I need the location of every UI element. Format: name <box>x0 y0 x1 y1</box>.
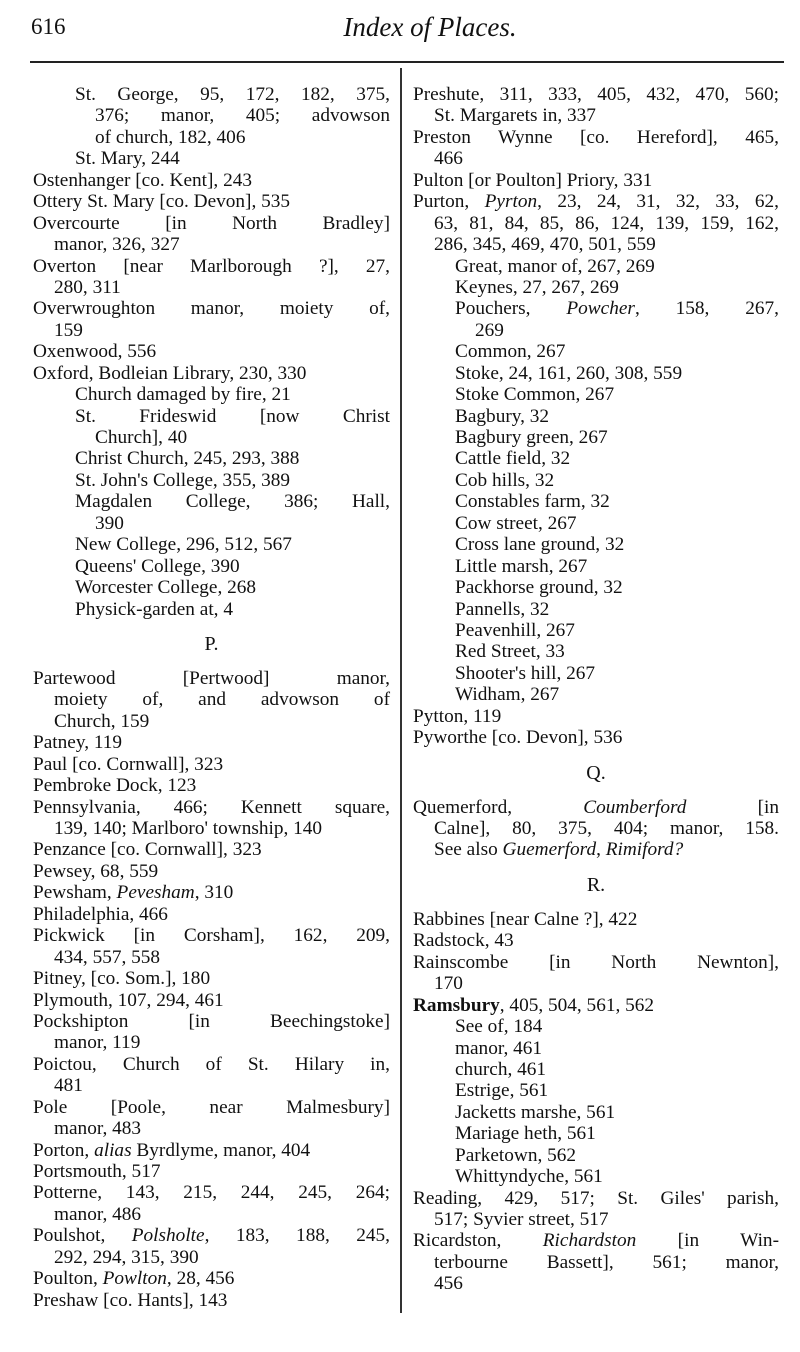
entry-text: Pennsylvania, 466; Kennett square, <box>33 796 390 818</box>
entry-text: Ostenhanger [co. Kent], 243 <box>33 169 252 191</box>
entry-text: manor, 483 <box>54 1118 142 1140</box>
entry-text: manor, 461 <box>455 1037 543 1059</box>
entry-text: 292, 294, 315, 390 <box>54 1246 199 1268</box>
index-entry-continuation <box>33 277 390 298</box>
entry-text: Stoke Common, 267 <box>455 384 615 406</box>
index-column-left <box>33 84 390 1311</box>
italic-variant-name: Coumberford <box>583 796 687 818</box>
index-entry <box>413 406 779 427</box>
column-divider <box>400 68 402 1313</box>
entry-text: manor, 119 <box>54 1032 141 1054</box>
entry-text: Preshute, 311, 333, 405, 432, 470, 560; <box>413 84 779 105</box>
index-entry <box>413 1102 779 1123</box>
entry-text: 390 <box>95 512 124 534</box>
entry-text: 139, 140; Marlboro' township, 140 <box>54 818 323 839</box>
entry-text: [in <box>686 796 779 818</box>
entry-text: Keynes, 27, 267, 269 <box>455 276 619 298</box>
index-entry-continuation <box>413 839 779 860</box>
index-entry <box>413 84 779 105</box>
section-letter-heading: R. <box>586 873 606 896</box>
index-entry <box>413 127 779 148</box>
entry-text: Ramsbury <box>413 994 500 1016</box>
entry-text: Penzance [co. Cornwall], 323 <box>33 839 262 861</box>
entry-text: St. John's College, 355, 389 <box>75 469 291 491</box>
entry-text: Rainscombe [in North Newnton], <box>413 951 779 973</box>
entry-text: Paul [co. Cornwall], 323 <box>33 753 224 775</box>
index-entry-continuation <box>413 234 779 255</box>
index-entry-continuation <box>33 1118 390 1139</box>
entry-text: Widham, 267 <box>455 684 560 706</box>
italic-variant-name: Pyrton <box>484 191 538 213</box>
index-entry <box>33 797 390 818</box>
entry-text: Rabbines [near Calne ?], 422 <box>413 908 638 930</box>
entry-text: Quemerford, <box>413 796 584 818</box>
index-entry <box>413 620 779 641</box>
index-entry-continuation <box>413 1209 779 1230</box>
index-entry <box>33 599 390 620</box>
entry-text: 481 <box>54 1075 83 1097</box>
entry-text: St. Frideswid [now Christ <box>75 405 390 427</box>
index-entry <box>413 1080 779 1101</box>
entry-text: 517; Syvier street, 517 <box>434 1209 609 1230</box>
index-entry <box>413 1016 779 1037</box>
entry-text: Red Street, 33 <box>455 641 565 663</box>
entry-text: Pembroke Dock, 123 <box>33 775 197 797</box>
index-entry-continuation <box>33 1204 390 1225</box>
entry-text: Estrige, 561 <box>455 1080 549 1102</box>
entry-text: Constables farm, 32 <box>455 491 610 513</box>
entry-text: 280, 311 <box>54 276 121 298</box>
index-entry <box>413 470 779 491</box>
index-entry <box>33 1140 390 1161</box>
entry-text: Packhorse ground, 32 <box>455 577 623 599</box>
entry-text: Poulshot, <box>33 1225 132 1247</box>
index-entry <box>413 341 779 362</box>
entry-text: Ottery St. Mary [co. Devon], 535 <box>33 191 291 213</box>
entry-text: , <box>596 839 606 861</box>
entry-text: 376; manor, 405; advowson <box>95 105 390 127</box>
entry-text: Philadelphia, 466 <box>33 903 168 925</box>
index-entry <box>33 1011 390 1032</box>
index-entry <box>33 84 390 105</box>
entry-text: 434, 557, 558 <box>54 946 161 968</box>
entry-text: , 28, 456 <box>166 1268 235 1290</box>
italic-variant-name: Guemerford <box>502 839 597 861</box>
index-entry-continuation <box>33 127 390 148</box>
index-entry <box>413 599 779 620</box>
index-entry <box>33 968 390 989</box>
entry-text: New College, 296, 512, 567 <box>75 534 292 556</box>
entry-text: Pannells, 32 <box>455 598 550 620</box>
entry-text: Queens' College, 390 <box>75 555 240 577</box>
entry-text: Worcester College, 268 <box>75 577 257 599</box>
index-entry <box>33 534 390 555</box>
italic-variant-name: alias <box>94 1139 132 1161</box>
index-entry <box>33 556 390 577</box>
italic-variant-name: Pevesham <box>116 882 195 904</box>
entry-text: Pytton, 119 <box>413 705 502 727</box>
entry-text: Christ Church, 245, 293, 388 <box>75 448 300 470</box>
index-entry <box>33 1097 390 1118</box>
entry-text: Parketown, 562 <box>455 1144 577 1166</box>
italic-variant-name: Rimiford? <box>605 839 684 861</box>
index-entry <box>413 534 779 555</box>
entry-text: Porton, <box>33 1139 95 1161</box>
entry-text: Bagbury, 32 <box>455 405 550 427</box>
entry-text: Physick-garden at, 4 <box>75 598 233 620</box>
entry-text: , 310 <box>194 882 234 904</box>
index-entry <box>413 513 779 534</box>
index-entry <box>33 191 390 212</box>
entry-text: See also <box>434 839 503 861</box>
entry-text: 159 <box>54 319 83 341</box>
index-entry-continuation <box>413 973 779 994</box>
index-entry <box>413 952 779 973</box>
entry-text: Overcourte [in North Bradley] <box>33 212 390 234</box>
italic-variant-name: Powcher <box>566 298 635 320</box>
entry-text: Cob hills, 32 <box>455 469 555 491</box>
entry-text: terbourne Bassett], 561; manor, <box>434 1251 779 1273</box>
entry-text: Portsmouth, 517 <box>33 1161 161 1182</box>
index-entry-continuation <box>413 818 779 839</box>
index-entry <box>33 839 390 860</box>
index-entry <box>33 1182 390 1203</box>
index-entry-continuation <box>413 213 779 234</box>
entry-text: 269 <box>475 319 504 341</box>
index-entry <box>33 213 390 234</box>
entry-text: Potterne, 143, 215, 244, 245, 264; <box>33 1182 390 1204</box>
entry-text: Poictou, Church of St. Hilary in, <box>33 1053 390 1075</box>
index-entry <box>33 577 390 598</box>
entry-text: manor, 326, 327 <box>54 234 180 256</box>
entry-text: Pitney, [co. Som.], 180 <box>33 968 211 990</box>
entry-text: 466 <box>434 148 463 170</box>
index-entry <box>33 1054 390 1075</box>
index-entry <box>33 406 390 427</box>
entry-text: Church, 159 <box>54 710 150 732</box>
index-entry <box>33 990 390 1011</box>
index-entry <box>413 277 779 298</box>
entry-text: Oxford, Bodleian Library, 230, 330 <box>33 362 307 384</box>
entry-text: Preston Wynne [co. Hereford], 465, <box>413 126 779 148</box>
entry-text: , 405, 504, 561, 562 <box>499 994 655 1016</box>
index-entry <box>413 641 779 662</box>
entry-text: Radstock, 43 <box>413 930 514 952</box>
entry-text: , 23, 24, 31, 32, 33, 62, <box>537 191 779 213</box>
entry-text: Pouchers, <box>455 298 567 320</box>
entry-text: Great, manor of, 267, 269 <box>455 255 655 277</box>
page-number: 616 <box>31 14 66 39</box>
entry-text: church, 461 <box>455 1058 547 1080</box>
entry-text: Pewsey, 68, 559 <box>33 860 159 882</box>
index-entry <box>413 298 779 319</box>
entry-text: Church], 40 <box>95 427 188 448</box>
entry-text: of church, 182, 406 <box>95 126 246 148</box>
entry-text: Cow street, 267 <box>455 512 577 534</box>
index-entry-continuation <box>33 105 390 126</box>
entry-text: [in Win- <box>636 1230 779 1252</box>
entry-text: Shooter's hill, 267 <box>455 662 596 684</box>
index-entry <box>413 727 779 748</box>
index-entry-continuation <box>33 320 390 341</box>
entry-text: Pockshipton [in Beechingstoke] <box>33 1010 390 1032</box>
index-entry-continuation <box>413 320 779 341</box>
index-entry <box>413 684 779 705</box>
index-entry <box>33 732 390 753</box>
index-entry-continuation <box>413 1252 779 1273</box>
index-entry <box>413 995 779 1016</box>
entry-text: , 158, 267, <box>634 298 779 320</box>
index-entry-continuation <box>33 513 390 534</box>
entry-text: 63, 81, 84, 85, 86, 124, 139, 159, 162, <box>434 212 779 234</box>
entry-text: Bagbury green, 267 <box>455 427 608 448</box>
index-entry <box>33 1161 390 1182</box>
index-entry-continuation <box>33 427 390 448</box>
entry-text: Partewood [Pertwood] manor, <box>33 667 390 689</box>
entry-text: St. Mary, 244 <box>75 148 180 170</box>
index-entry <box>413 1123 779 1144</box>
index-entry <box>413 1166 779 1187</box>
entry-text: Pickwick [in Corsham], 162, 209, <box>33 925 390 947</box>
index-entry <box>413 556 779 577</box>
entry-text: moiety of, and advowson of <box>54 689 390 711</box>
index-entry <box>33 904 390 925</box>
entry-text: Cross lane ground, 32 <box>455 534 625 556</box>
index-entry <box>413 363 779 384</box>
entry-text: Whittyndyche, 561 <box>455 1166 603 1188</box>
entry-text: Jacketts marshe, 561 <box>455 1101 616 1123</box>
entry-text: Byrdlyme, manor, 404 <box>131 1139 311 1161</box>
entry-text: Overton [near Marlborough ?], 27, <box>33 255 390 277</box>
entry-text: St. Margarets in, 337 <box>434 105 596 127</box>
entry-text: Cattle field, 32 <box>455 448 571 470</box>
index-entry-continuation <box>33 1032 390 1053</box>
entry-text: 170 <box>434 973 463 995</box>
index-entry <box>33 882 390 903</box>
entry-text: See of, 184 <box>455 1016 543 1038</box>
index-entry-continuation <box>33 947 390 968</box>
section-letter-heading: P. <box>204 632 219 655</box>
entry-text: Oxenwood, 556 <box>33 341 157 363</box>
entry-text: Overwroughton manor, moiety of, <box>33 298 390 320</box>
index-entry <box>33 256 390 277</box>
index-entry <box>413 256 779 277</box>
entry-text: Common, 267 <box>455 341 566 363</box>
entry-text: Pewsham, <box>33 882 117 904</box>
index-entry-continuation <box>33 818 390 839</box>
index-entry-continuation <box>413 148 779 169</box>
index-entry <box>33 925 390 946</box>
index-entry <box>33 1268 390 1289</box>
running-title: Index of Places. <box>343 12 517 42</box>
italic-variant-name: Powlton <box>102 1268 167 1290</box>
entry-text: Church damaged by fire, 21 <box>75 384 291 406</box>
index-entry <box>413 797 779 818</box>
index-entry <box>413 191 779 212</box>
index-entry <box>413 1230 779 1251</box>
entry-text: 456 <box>434 1273 463 1295</box>
entry-text: Purton, <box>413 191 485 213</box>
entry-text: Plymouth, 107, 294, 461 <box>33 989 224 1011</box>
entry-text: Ricardston, <box>413 1230 543 1252</box>
entry-text: Peavenhill, 267 <box>455 619 575 641</box>
entry-text: manor, 486 <box>54 1203 142 1225</box>
entry-text: Magdalen College, 386; Hall, <box>75 491 390 513</box>
entry-text: Patney, 119 <box>33 732 123 754</box>
index-entry <box>413 384 779 405</box>
index-entry <box>33 170 390 191</box>
entry-text: Little marsh, 267 <box>455 555 588 577</box>
index-entry <box>33 754 390 775</box>
entry-text: 286, 345, 469, 470, 501, 559 <box>434 234 656 256</box>
index-entry <box>413 170 779 191</box>
index-entry <box>33 363 390 384</box>
entry-text: Stoke, 24, 161, 260, 308, 559 <box>455 362 683 384</box>
entry-text: Poulton, <box>33 1268 103 1290</box>
entry-text: Pole [Poole, near Malmesbury] <box>33 1096 390 1118</box>
section-letter-heading: Q. <box>586 761 606 784</box>
index-entry <box>33 448 390 469</box>
index-entry <box>413 1145 779 1166</box>
index-entry <box>33 491 390 512</box>
index-entry-continuation <box>33 234 390 255</box>
index-entry <box>413 427 779 448</box>
entry-text: Pyworthe [co. Devon], 536 <box>413 727 623 749</box>
index-entry-continuation <box>33 711 390 732</box>
header-rule <box>30 61 784 63</box>
italic-variant-name: Richardston <box>542 1230 637 1252</box>
italic-variant-name: Polsholte <box>131 1225 205 1247</box>
index-entry-continuation <box>413 1273 779 1294</box>
entry-text: Reading, 429, 517; St. Giles' parish, <box>413 1187 779 1209</box>
index-entry <box>33 148 390 169</box>
index-entry <box>413 706 779 727</box>
entry-text: Mariage heth, 561 <box>455 1123 596 1145</box>
index-column-right <box>413 84 779 1295</box>
index-entry-continuation <box>33 1247 390 1268</box>
entry-text: Calne], 80, 375, 404; manor, 158. <box>434 818 779 839</box>
index-entry-continuation <box>413 105 779 126</box>
index-entry <box>33 775 390 796</box>
index-entry <box>413 909 779 930</box>
entry-text: Pulton [or Poulton] Priory, 331 <box>413 169 653 191</box>
index-entry <box>33 341 390 362</box>
entry-text: , 183, 188, 245, <box>204 1225 390 1247</box>
index-entry <box>413 663 779 684</box>
entry-text: Preshaw [co. Hants], 143 <box>33 1289 228 1311</box>
index-entry <box>413 930 779 951</box>
index-entry <box>33 1225 390 1246</box>
index-entry <box>413 1038 779 1059</box>
index-entry-continuation <box>33 1075 390 1096</box>
index-entry-continuation <box>33 689 390 710</box>
index-entry <box>413 1059 779 1080</box>
index-entry <box>33 668 390 689</box>
index-entry <box>33 470 390 491</box>
index-entry <box>33 861 390 882</box>
index-entry <box>33 384 390 405</box>
index-entry <box>413 577 779 598</box>
entry-text: St. George, 95, 172, 182, 375, <box>75 84 390 105</box>
index-entry <box>413 491 779 512</box>
index-entry <box>413 1188 779 1209</box>
index-entry <box>33 298 390 319</box>
index-entry <box>33 1290 390 1311</box>
index-entry <box>413 448 779 469</box>
